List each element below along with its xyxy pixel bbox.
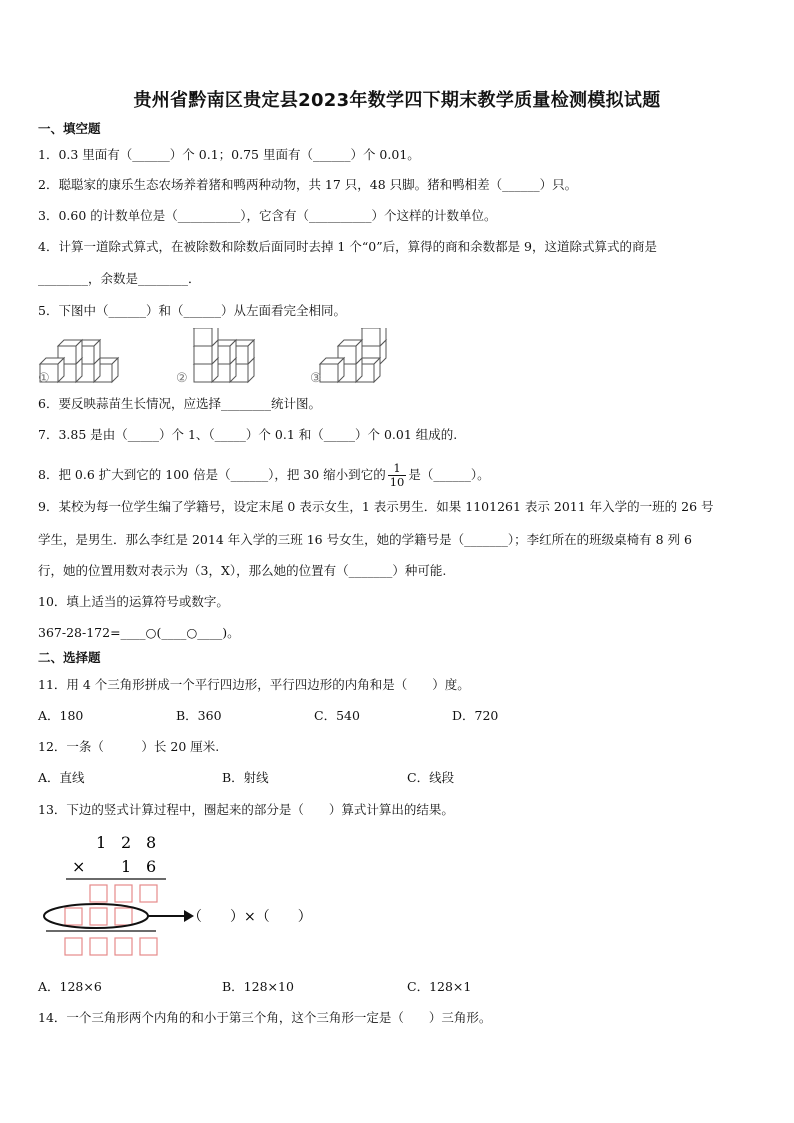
- arrow-expression: （ ）×（ ）: [188, 909, 312, 925]
- question-7: 7．3.85 是由（_____）个 1、（_____）个 0.1 和（_____）个 0.01 组成的.: [38, 427, 458, 442]
- question-4-line-1: 4．计算一道除式算式，在被除数和除数后面同时去掉 1 个“0”后，算得的商和余数都是 9，这道除式算式的商是: [38, 239, 658, 254]
- question-8-part-1: 8．把 0.6 扩大到它的 100 倍是（______），把 30 缩小到它的: [38, 467, 386, 482]
- q11-option-d[interactable]: D．720: [452, 708, 499, 723]
- bottom-digit-1: 1: [121, 857, 132, 876]
- q12-option-b[interactable]: B．射线: [222, 770, 269, 785]
- question-13: 13．下边的竖式计算过程中，圈起来的部分是（ ）算式计算出的结果。: [38, 802, 454, 817]
- question-8-part-2: 是（______）。: [408, 467, 490, 482]
- question-5: 5．下图中（______）和（______）从左面看完全相同。: [38, 303, 346, 318]
- cube-figures: [36, 328, 416, 386]
- question-3: 3．0.60 的计数单位是（__________），它含有（__________）个这样的计数单位。: [38, 208, 497, 223]
- q13-option-a[interactable]: A．128×6: [38, 979, 102, 994]
- q11-option-c[interactable]: C．540: [314, 708, 360, 723]
- question-10-expression: 367-28-172=____○(____○____)。: [38, 625, 240, 640]
- question-4-line-2: ________，余数是________．: [38, 271, 201, 286]
- bottom-digit-2: 6: [146, 857, 157, 876]
- question-9-line-3: 行，她的位置用数对表示为（3，X），那么她的位置有（_______）种可能.: [38, 563, 447, 578]
- cube-figure-3: [320, 328, 386, 382]
- question-11: 11．用 4 个三角形拼成一个平行四边形，平行四边形的内角和是（ ）度。: [38, 677, 470, 692]
- cube-label-3: ③: [310, 371, 322, 386]
- cube-label-2: ②: [176, 371, 188, 386]
- vertical-multiplication-figure: [38, 830, 338, 965]
- cube-label-1: ①: [38, 371, 50, 386]
- cube-figure-2: [194, 328, 254, 382]
- cube-figure-1: [40, 340, 118, 382]
- question-2: 2．聪聪家的康乐生态农场养着猪和鸭两种动物，共 17 只，48 只脚。猪和鸭相差（______）只。: [38, 177, 578, 192]
- top-digit-3: 8: [146, 833, 157, 852]
- fraction-one-tenth: [388, 462, 407, 489]
- page-title: 贵州省黔南区贵定县2023年数学四下期末教学质量检测模拟试题: [133, 90, 661, 111]
- question-10: 10．填上适当的运算符号或数字。: [38, 594, 229, 609]
- question-9-line-1: 9．某校为每一位学生编了学籍号，设定末尾 0 表示女生，1 表示男生．如果 1101261 表示 2011 年入学的一班的 26 号: [38, 499, 714, 514]
- section-fill-blank: 一、填空题: [38, 121, 101, 136]
- times-sign: ×: [72, 857, 86, 876]
- q13-option-c[interactable]: C．128×1: [407, 979, 472, 994]
- question-8: [38, 462, 490, 489]
- top-digit-1: 1: [96, 833, 107, 852]
- top-digit-2: 2: [121, 833, 132, 852]
- fraction-denominator: 10: [389, 475, 405, 489]
- question-14: 14．一个三角形两个内角的和小于第三个角，这个三角形一定是（ ）三角形。: [38, 1010, 492, 1025]
- q12-option-a[interactable]: A．直线: [38, 770, 85, 785]
- question-9-line-2: 学生，是男生．那么李红是 2014 年入学的三班 16 号女生，她的学籍号是（_______）；李红所在的班级桌椅有 8 列 6: [38, 532, 692, 547]
- q13-option-b[interactable]: B．128×10: [222, 979, 294, 994]
- q11-option-b[interactable]: B．360: [176, 708, 222, 723]
- question-6: 6．要反映蒜苗生长情况，应选择________统计图。: [38, 396, 321, 411]
- fraction-numerator: 1: [388, 462, 407, 476]
- q11-option-a[interactable]: A．180: [38, 708, 84, 723]
- section-multiple-choice: 二、选择题: [38, 650, 101, 665]
- q12-option-c[interactable]: C．线段: [407, 770, 455, 785]
- question-1: 1．0.3 里面有（______）个 0.1；0.75 里面有（______）个 0.01。: [38, 147, 420, 162]
- question-12: 12．一条（ ）长 20 厘米.: [38, 739, 220, 754]
